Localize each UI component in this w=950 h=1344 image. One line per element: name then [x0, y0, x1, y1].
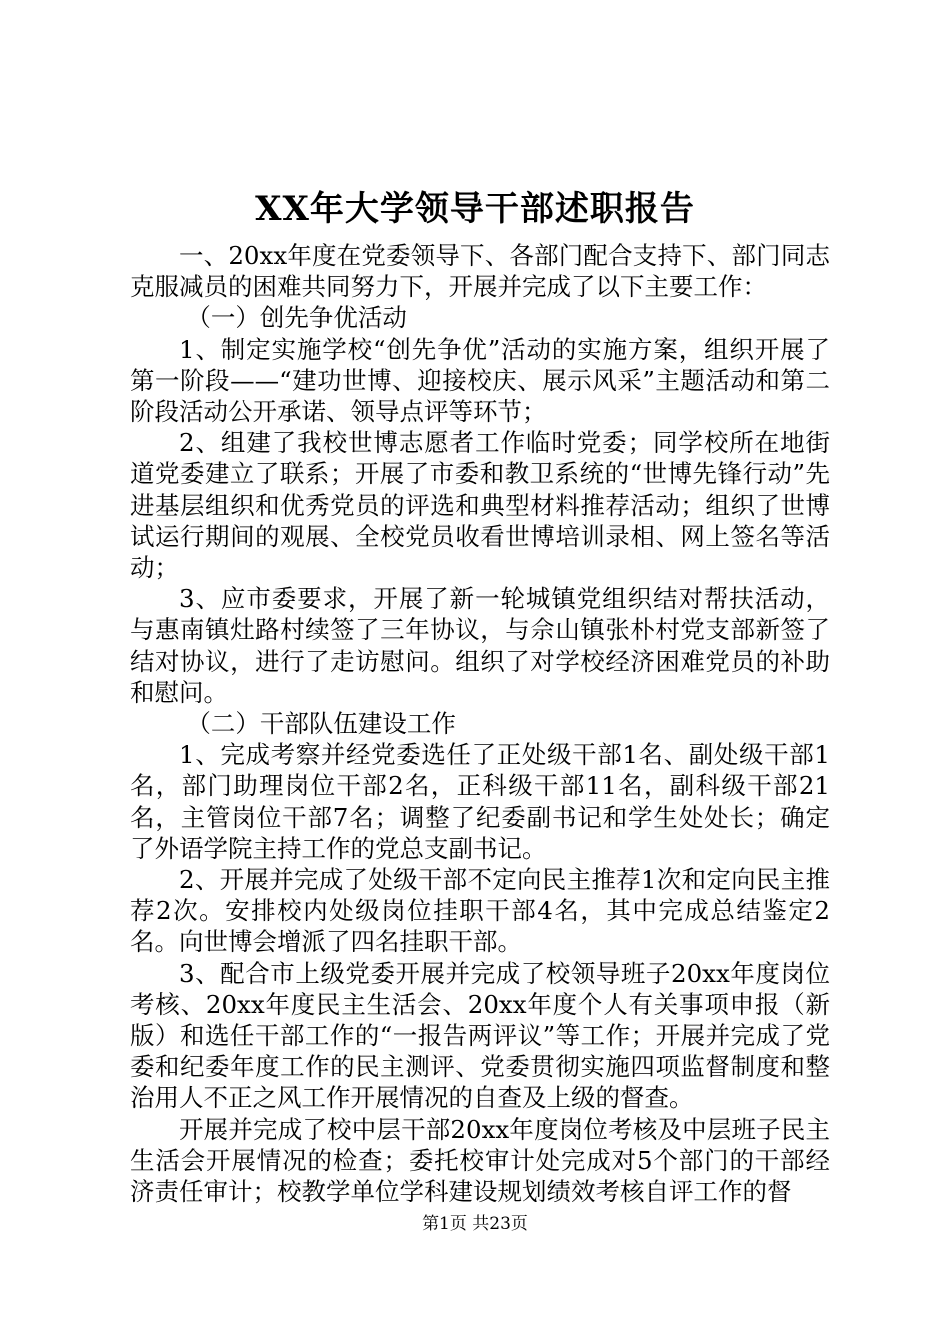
paragraph: 一、20xx年度在党委领导下、各部门配合支持下、部门同志克服减员的困难共同努力下，开展并完成了以下主要工作： — [130, 241, 830, 302]
paragraph: 2、组建了我校世博志愿者工作临时党委；同学校所在地街道党委建立了联系；开展了市委和教卫系统的“世博先锋行动”先进基层组织和优秀党员的评选和典型材料推荐活动；组织了世博试运行期间的观展、全校党员收看世博培训录相、网上签名等活动； — [130, 428, 830, 583]
page-title: XX年大学领导干部述职报告 — [255, 189, 695, 229]
paragraph: 3、应市委要求，开展了新一轮城镇党组织结对帮扶活动，与惠南镇灶路村续签了三年协议，与佘山镇张朴村党支部新签了结对协议，进行了走访慰问。组织了对学校经济困难党员的补助和慰问。 — [130, 584, 830, 707]
section-heading: （二）干部队伍建设工作 — [186, 709, 456, 739]
paragraph: 1、制定实施学校“创先争优”活动的实施方案，组织开展了第一阶段——“建功世博、迎接校庆、展示风采”主题活动和第二阶段活动公开承诺、领导点评等环节； — [130, 334, 830, 427]
document-body — [130, 240, 830, 1207]
section-heading: （一）创先争优活动 — [186, 303, 407, 333]
paragraph: 2、开展并完成了处级干部不定向民主推荐1次和定向民主推荐2次。安排校内处级岗位挂职干部4名，其中完成总结鉴定2名。向世博会增派了四名挂职干部。 — [130, 865, 830, 957]
page-footer: 第1页 共23页 — [422, 1214, 528, 1234]
paragraph: 1、完成考察并经党委选任了正处级干部1名、副处级干部1名，部门助理岗位干部2名，正科级干部11名，副科级干部21名，主管岗位干部7名；调整了纪委副书记和学生处处长；确定了外语学院主持工作的党总支副书记。 — [130, 740, 830, 863]
paragraph: 开展并完成了校中层干部20xx年度岗位考核及中层班子民主生活会开展情况的检查；委托校审计处完成对5个部门的干部经济责任审计；校教学单位学科建设规划绩效考核自评工作的督 — [130, 1114, 830, 1207]
paragraph: 3、配合市上级党委开展并完成了校领导班子20xx年度岗位考核、20xx年度民主生活会、20xx年度个人有关事项申报（新版）和选任干部工作的“一报告两评议”等工作；开展并完成了党委和纪委年度工作的民主测评、党委贯彻实施四项监督制度和整治用人不正之风工作开展情况的自查及上级的督查。 — [130, 958, 830, 1113]
